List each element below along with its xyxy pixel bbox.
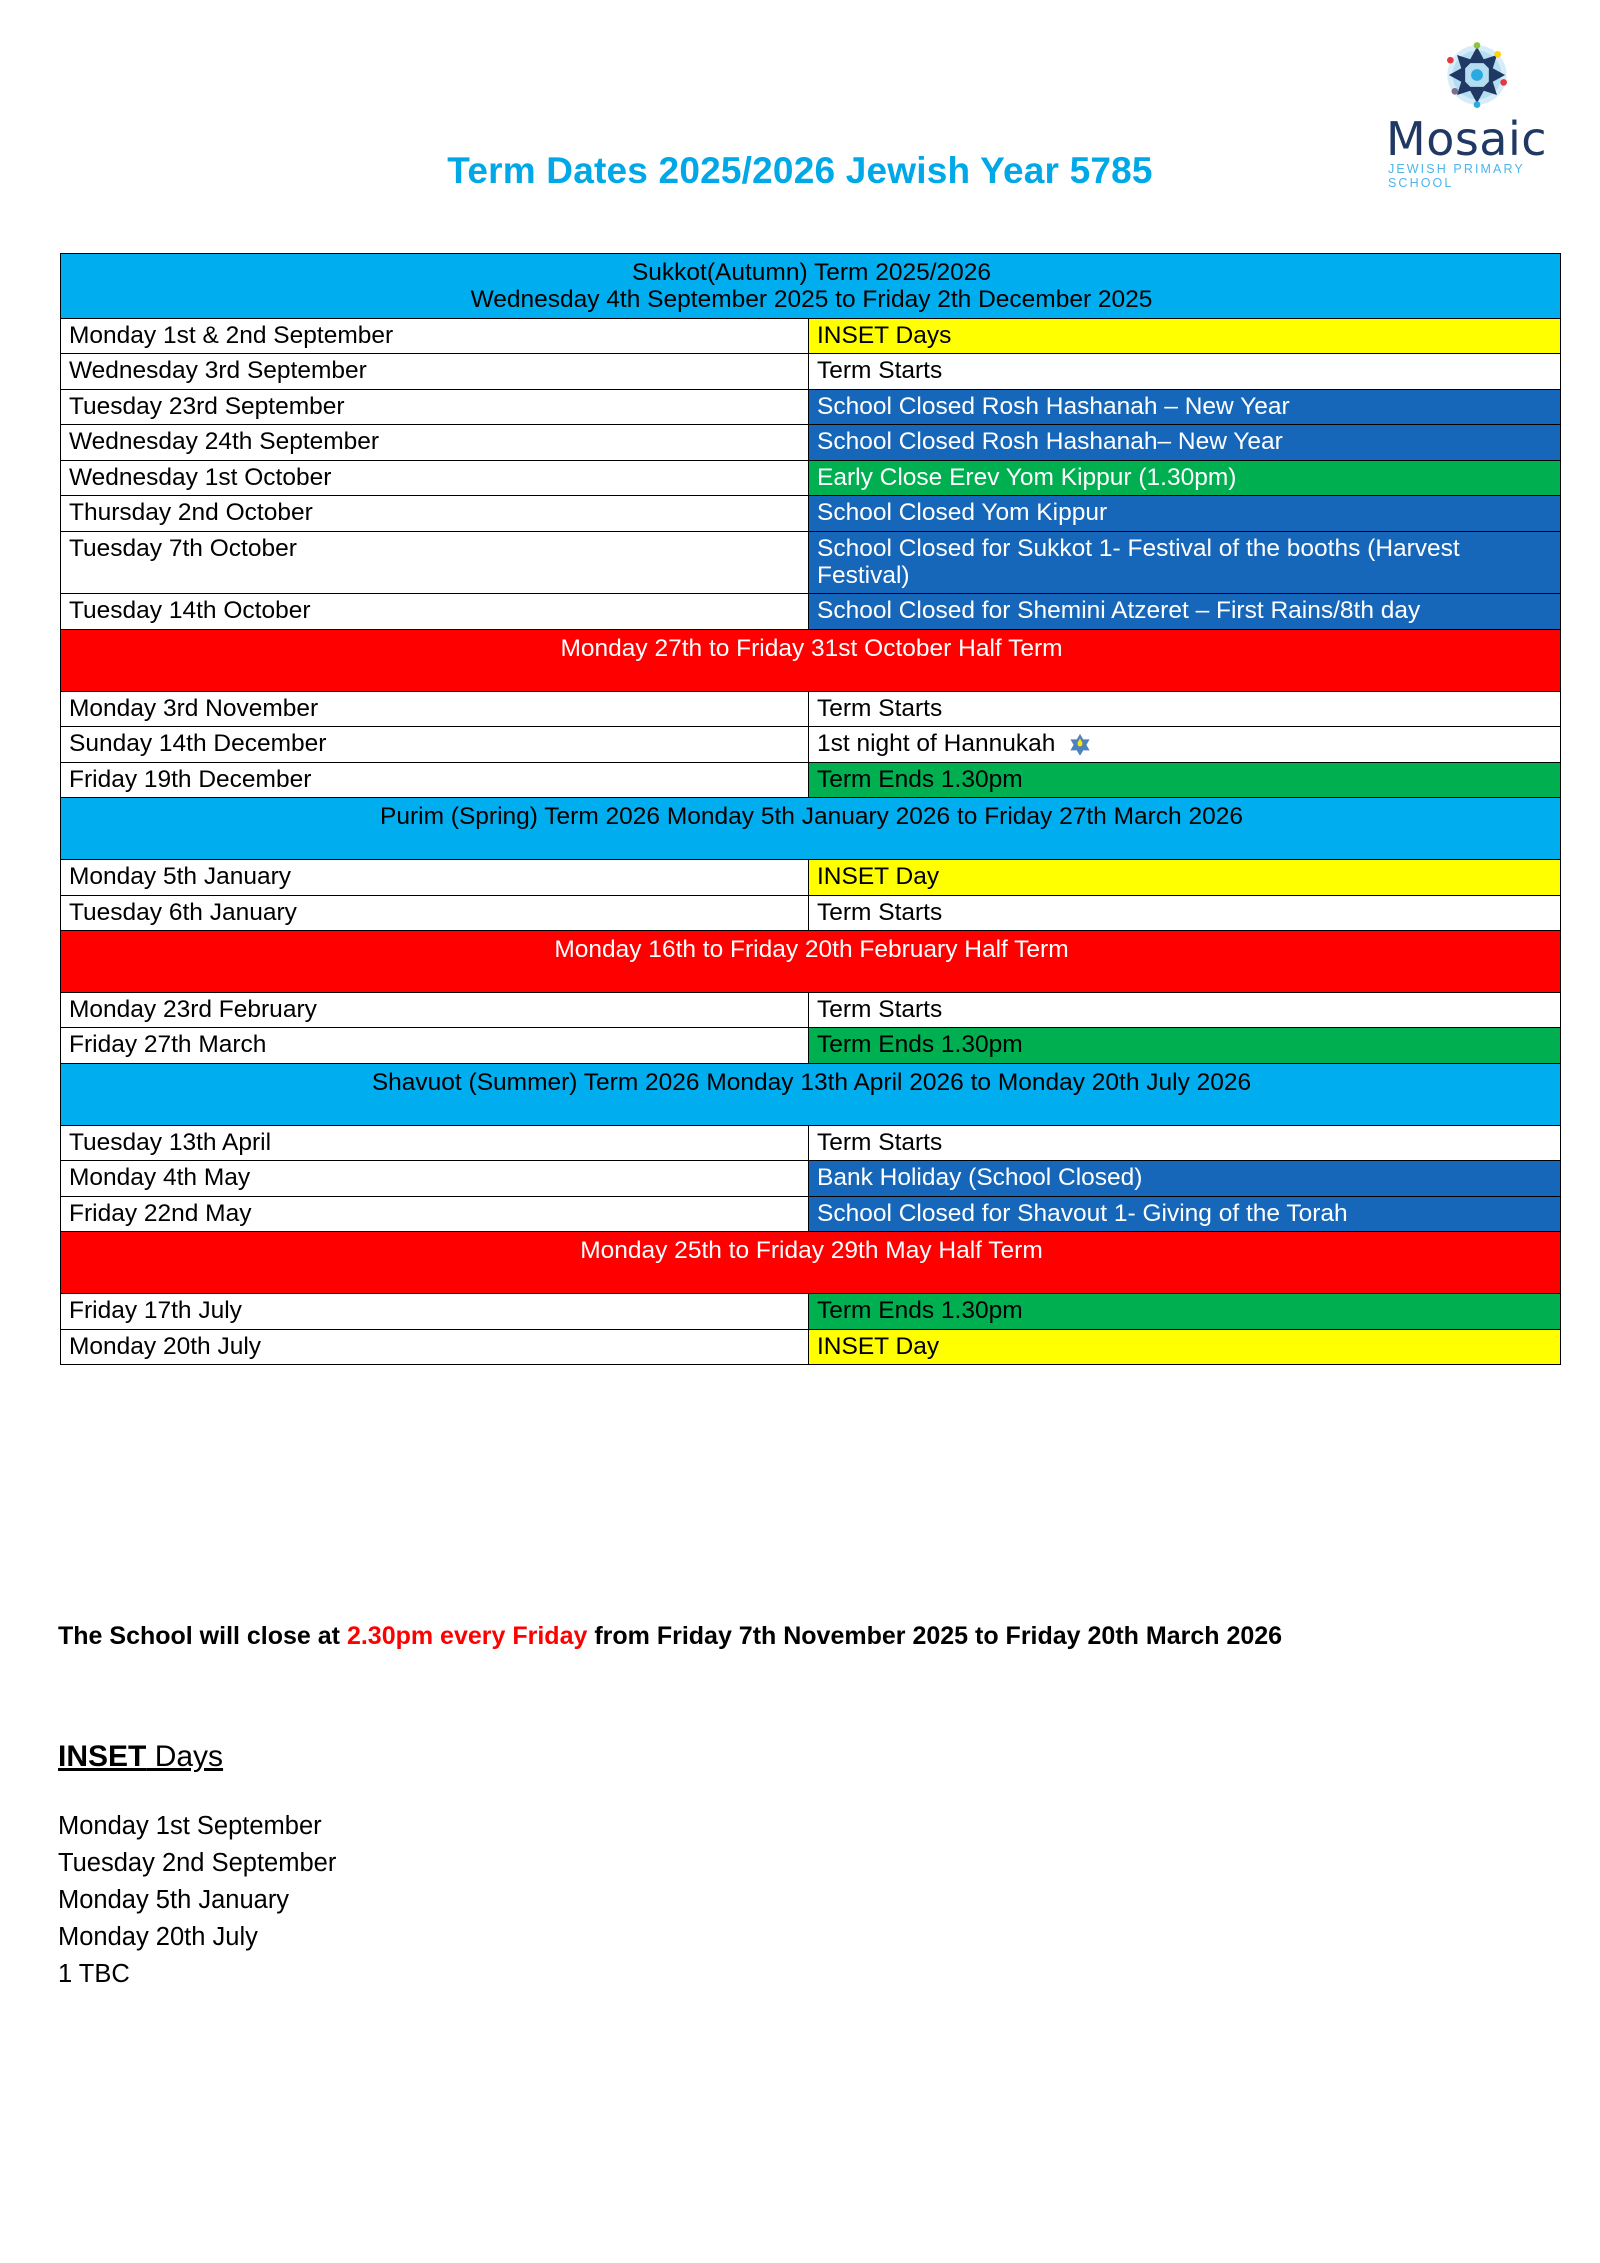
date-cell: Friday 27th March <box>61 1028 809 1063</box>
description-cell: INSET Day <box>809 1329 1561 1364</box>
table-row <box>61 389 1561 424</box>
closing-note-part2: from Friday 7th November 2025 to Friday 20th March 2026 <box>587 1622 1283 1650</box>
inset-day-item: Monday 1st September <box>58 1812 322 1840</box>
description-cell: Term Starts <box>809 895 1561 930</box>
inset-days-heading <box>58 1740 223 1774</box>
description-cell: Term Starts <box>809 691 1561 726</box>
early-closing-note <box>58 1620 1548 1653</box>
date-cell: Monday 3rd November <box>61 691 809 726</box>
mosaic-star-mandala-icon <box>1440 38 1514 112</box>
date-cell: Sunday 14th December <box>61 727 809 762</box>
date-cell: Wednesday 3rd September <box>61 354 809 389</box>
logo-wordmark: Mosaic <box>1386 112 1548 166</box>
description-cell: School Closed Rosh Hashanah – New Year <box>809 389 1561 424</box>
description-cell: School Closed for Shavout 1- Giving of the Torah <box>809 1196 1561 1231</box>
table-row <box>61 1329 1561 1364</box>
description-cell: 1st night of Hannukah <box>809 727 1561 762</box>
description-cell: Term Ends 1.30pm <box>809 1294 1561 1329</box>
description-cell: Term Ends 1.30pm <box>809 762 1561 797</box>
table-row <box>61 1232 1561 1294</box>
term-dates-table <box>60 253 1561 1365</box>
table-row <box>61 1161 1561 1196</box>
term-banner: Sukkot(Autumn) Term 2025/2026 Wednesday 4th September 2025 to Friday 2th December 2025 <box>61 254 1561 319</box>
date-cell: Monday 1st & 2nd September <box>61 318 809 353</box>
date-cell: Monday 20th July <box>61 1329 809 1364</box>
date-cell: Wednesday 1st October <box>61 460 809 495</box>
inset-heading-strong: INSET <box>58 1740 147 1773</box>
table-row <box>61 1294 1561 1329</box>
inset-heading-rest: Days <box>146 1740 224 1773</box>
table-row <box>61 629 1561 691</box>
date-cell: Wednesday 24th September <box>61 425 809 460</box>
table-row <box>61 318 1561 353</box>
description-cell: School Closed for Sukkot 1- Festival of the booths (Harvest Festival) <box>809 531 1561 594</box>
date-cell: Tuesday 23rd September <box>61 389 809 424</box>
table-row <box>61 1028 1561 1063</box>
date-cell: Tuesday 7th October <box>61 531 809 594</box>
table-row <box>61 691 1561 726</box>
table-row <box>61 460 1561 495</box>
inset-day-item: Monday 20th July <box>58 1923 258 1951</box>
date-cell: Tuesday 13th April <box>61 1125 809 1160</box>
half-term-banner: Monday 27th to Friday 31st October Half Term <box>61 629 1561 691</box>
date-cell: Tuesday 6th January <box>61 895 809 930</box>
date-cell: Monday 4th May <box>61 1161 809 1196</box>
table-row <box>61 354 1561 389</box>
inset-days-list <box>58 1808 336 1993</box>
description-cell: Term Ends 1.30pm <box>809 1028 1561 1063</box>
logo-subtitle: JEWISH PRIMARY SCHOOL <box>1388 162 1525 190</box>
table-row <box>61 1063 1561 1125</box>
page-title: Term Dates 2025/2026 Jewish Year 5785 <box>447 150 1153 191</box>
table-row <box>61 531 1561 594</box>
term-banner: Shavuot (Summer) Term 2026 Monday 13th April 2026 to Monday 20th July 2026 <box>61 1063 1561 1125</box>
table-row <box>61 727 1561 762</box>
description-cell: INSET Days <box>809 318 1561 353</box>
description-cell: School Closed for Shemini Atzeret – First Rains/8th day <box>809 594 1561 629</box>
description-cell: School Closed Yom Kippur <box>809 496 1561 531</box>
description-cell: Early Close Erev Yom Kippur (1.30pm) <box>809 460 1561 495</box>
description-cell: Bank Holiday (School Closed) <box>809 1161 1561 1196</box>
table-row <box>61 798 1561 860</box>
description-cell: Term Starts <box>809 993 1561 1028</box>
inset-day-item: Tuesday 2nd September <box>58 1849 337 1877</box>
date-cell: Friday 17th July <box>61 1294 809 1329</box>
table-row <box>61 860 1561 895</box>
half-term-banner: Monday 25th to Friday 29th May Half Term <box>61 1232 1561 1294</box>
inset-day-item: Monday 5th January <box>58 1886 290 1914</box>
date-cell: Monday 5th January <box>61 860 809 895</box>
date-cell: Tuesday 14th October <box>61 594 809 629</box>
half-term-banner: Monday 16th to Friday 20th February Half Term <box>61 931 1561 993</box>
date-cell: Monday 23rd February <box>61 993 809 1028</box>
table-row <box>61 762 1561 797</box>
closing-note-part1: The School will close at <box>58 1622 347 1650</box>
table-row <box>61 993 1561 1028</box>
description-cell: Term Starts <box>809 354 1561 389</box>
table-row <box>61 1125 1561 1160</box>
description-cell: Term Starts <box>809 1125 1561 1160</box>
table-row <box>61 931 1561 993</box>
table-row <box>61 594 1561 629</box>
term-banner: Purim (Spring) Term 2026 Monday 5th January 2026 to Friday 27th March 2026 <box>61 798 1561 860</box>
description-cell: School Closed Rosh Hashanah– New Year <box>809 425 1561 460</box>
date-cell: Friday 19th December <box>61 762 809 797</box>
table-row <box>61 254 1561 319</box>
date-cell: Friday 22nd May <box>61 1196 809 1231</box>
inset-day-item: 1 TBC <box>58 1960 130 1988</box>
closing-note-highlight: 2.30pm every Friday <box>346 1622 588 1650</box>
description-cell: INSET Day <box>809 860 1561 895</box>
table-row <box>61 496 1561 531</box>
date-cell: Thursday 2nd October <box>61 496 809 531</box>
term-dates-table-body <box>61 254 1561 1365</box>
table-row <box>61 425 1561 460</box>
star-of-david-icon <box>1069 733 1091 755</box>
table-row <box>61 1196 1561 1231</box>
table-row <box>61 895 1561 930</box>
